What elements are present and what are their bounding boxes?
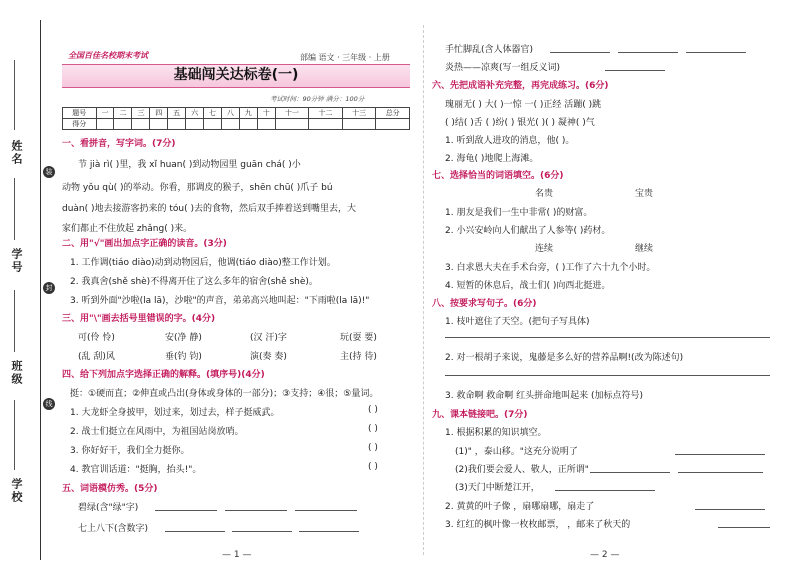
answer-line[interactable] (550, 52, 610, 53)
student-id-fill-line (14, 178, 15, 240)
answer-line[interactable] (445, 375, 770, 376)
s4-question-2: 2. 战士们挺立在风雨中，为祖国站岗放哨。 (70, 427, 244, 437)
page-number-2: — 2 — (590, 550, 620, 560)
score-cell[interactable] (96, 119, 114, 130)
binding-strip (0, 0, 52, 576)
answer-line[interactable] (605, 70, 665, 71)
binding-hole-2: 封 (43, 282, 55, 294)
page-divider (423, 25, 424, 555)
page-title: 基础闯关达标卷(一) (173, 67, 299, 83)
answer-line[interactable] (295, 510, 357, 511)
s9-line-3: (2)我们要会爱人、敬人，正所谓" (455, 465, 589, 475)
page-number-1: — 1 — (222, 550, 252, 560)
s4-question-1: 1. 大龙虾全身披甲，划过来，划过去，样子挺威武。 (70, 408, 280, 418)
s1-line-2: 动物 yǒu qù( )的举动。你看，那调皮的猴子，shēn chū( )爪子 bú (62, 183, 333, 193)
answer-line[interactable] (678, 472, 763, 473)
score-cell[interactable] (168, 119, 186, 130)
section-8-title: 八、按要求写句子。(6分) (432, 299, 537, 309)
score-header-cell: 五 (168, 108, 186, 119)
score-header-cell: 题号 (63, 108, 97, 119)
s3-item: 安(净 静) (165, 333, 202, 343)
s8-line-3: 3. 救命啊 救命啊 红头拼命地叫起来 (加标点符号) (445, 391, 644, 401)
answer-line[interactable] (225, 510, 287, 511)
answer-line[interactable] (445, 337, 770, 338)
score-header-cell: 八 (221, 108, 239, 119)
score-cell[interactable] (342, 119, 376, 130)
answer-paren[interactable]: ( ) (368, 405, 378, 415)
section-5-title: 五、词语模仿秀。(5分) (62, 484, 158, 494)
s9-line-5: 2. 黄黄的叶子像 ，扇哪扇哪，扇走了 (445, 502, 595, 512)
section-9-title: 九、课本链接吧。(7分) (432, 410, 528, 420)
school-label: 学校 (10, 478, 23, 504)
section-1-title: 一、看拼音，写字词。(7分) (62, 139, 176, 149)
school-fill-line (14, 400, 15, 470)
r-line-1: 手忙脚乱(含人体器官) (445, 45, 534, 55)
section-2-title: 二、用"√"画出加点字正确的读音。(3分) (62, 239, 227, 249)
answer-line[interactable] (555, 490, 655, 491)
s9-line-6: 3. 红红的枫叶像一枚枚邮票， ，邮来了秋天的 (445, 520, 631, 530)
s5-line-2: 七上八下(含数字) (78, 524, 149, 534)
s6-line-1: 瑰丽无( ) 大( )一惊 一( )正经 活蹦( )跳 (445, 100, 602, 110)
s3-item: 主(持 待) (340, 352, 377, 362)
s4-question-3: 3. 你好好干，我们全力挺你。 (70, 446, 190, 456)
section-7-title: 七、选择恰当的词语填空。(6分) (432, 171, 564, 181)
s9-line-4: (3)天门中断楚江开， (455, 483, 540, 493)
answer-paren[interactable]: ( ) (368, 424, 378, 434)
score-header-cell: 总分 (376, 108, 410, 119)
score-cell[interactable] (132, 119, 150, 130)
s7-line-3: 3. 白求恩大夫在手术台旁，( )工作了六十九个小时。 (445, 263, 656, 273)
score-cell[interactable] (221, 119, 239, 130)
answer-line[interactable] (618, 52, 678, 53)
score-header-cell: 三 (132, 108, 150, 119)
s3-item: 可(伶 怜) (78, 333, 115, 343)
s7-word-3: 连续 (535, 244, 554, 254)
answer-line[interactable] (675, 454, 765, 455)
s7-word-4: 继续 (635, 244, 654, 254)
score-header-row (63, 108, 410, 119)
s3-item: (乱 刮)风 (78, 352, 115, 362)
exam-info: 考试时间：90分钟 满分：100分 (270, 95, 365, 103)
score-header-cell: 七 (204, 108, 222, 119)
s3-item: 玩(耍 要) (340, 333, 377, 343)
s4-question-4: 4. 教官训话道："挺胸，抬头!"。 (70, 465, 202, 475)
answer-line[interactable] (232, 531, 292, 532)
s9-line-2: (1)" ，泰山移。"这充分说明了 (455, 447, 578, 457)
score-header-cell: 十三 (342, 108, 376, 119)
score-header-cell: 十二 (309, 108, 343, 119)
score-cell[interactable] (186, 119, 204, 130)
class-label: 班级 (10, 360, 23, 386)
r-line-2: 炎热——凉爽(写一组反义词) (445, 63, 561, 73)
score-cell[interactable] (275, 119, 309, 130)
section-4-title: 四、给下列加点字选择正确的解释。(填序号)(4分) (62, 370, 265, 380)
answer-paren[interactable]: ( ) (368, 443, 378, 453)
answer-line[interactable] (718, 527, 770, 528)
s2-line-3: 3. 听到外面"沙啦(la lā)，沙啦"的声音，弟弟高兴地叫起："下雨啦(la lā)!" (70, 296, 370, 306)
answer-line[interactable] (165, 531, 225, 532)
s7-line-1: 1. 朋友是我们一生中非常( )的财富。 (445, 208, 593, 218)
score-cell[interactable] (376, 119, 410, 130)
s2-line-1: 1. 工作调(tiáo diào)动到动物园后，他调(tiáo diào)整工作计划。 (70, 258, 336, 268)
s8-line-1: 1. 枝叶遮住了天空。(把句子写具体) (445, 317, 590, 327)
s8-line-2: 2. 对一根胡子来说，鬼藤是多么好的营养品啊!(改为陈述句) (445, 353, 684, 363)
score-table (62, 107, 410, 130)
score-value-row (63, 119, 410, 130)
s3-item: 演(奏 奏) (250, 352, 287, 362)
s7-line-4: 4. 短暂的休息后，战士们( )向西北挺进。 (445, 281, 611, 291)
section-3-title: 三、用"\"画去括号里错误的字。(4分) (62, 314, 216, 324)
answer-line[interactable] (155, 510, 217, 511)
s6-line-3: 1. 听到敌人进攻的消息，他( )。 (445, 136, 575, 146)
score-header-cell: 二 (114, 108, 132, 119)
score-cell[interactable] (150, 119, 168, 130)
binding-line (40, 20, 41, 560)
name-label: 姓名 (10, 140, 23, 166)
answer-line[interactable] (695, 509, 765, 510)
score-cell[interactable] (114, 119, 132, 130)
s4-definitions: 挺：①硬而直；②伸直或凸出(身体或身体的一部分)；③支持；④很；⑤量词。 (70, 389, 379, 399)
score-cell[interactable] (239, 119, 257, 130)
s3-item: 垂(钓 钧) (165, 352, 202, 362)
binding-hole-1: 装 (43, 166, 55, 178)
score-header-cell: 十 (257, 108, 275, 119)
score-header-cell: 四 (150, 108, 168, 119)
s1-line-3: duàn( )地去接游客扔来的 tóu( )去的食物，然后双手捧着送到嘴里去，大 (62, 204, 357, 214)
score-header-cell: 六 (186, 108, 204, 119)
score-header-cell: 一 (96, 108, 114, 119)
answer-line[interactable] (299, 531, 359, 532)
s2-line-2: 2. 我真舍(shě shè)不得离开住了这么多年的宿舍(shě shè)。 (70, 277, 318, 287)
s7-word-2: 宝贵 (635, 189, 654, 199)
answer-line[interactable] (590, 472, 670, 473)
score-cell[interactable] (257, 119, 275, 130)
s5-line-1: 碧绿(含"绿"字) (78, 503, 139, 513)
s1-line-1: 节 jià rì( )里，我 xǐ huan( )到动物园里 guān chá( )小 (78, 160, 301, 170)
score-cell[interactable] (309, 119, 343, 130)
s7-line-2: 2. 小兴安岭向人们献出了人参等( )药材。 (445, 226, 611, 236)
answer-line[interactable] (686, 52, 746, 53)
section-6-title: 六、先把成语补充完整，再完成练习。(6分) (432, 81, 609, 91)
score-cell[interactable] (204, 119, 222, 130)
class-fill-line (14, 290, 15, 352)
s3-item: (汉 汗)字 (250, 333, 287, 343)
answer-paren[interactable]: ( ) (368, 462, 378, 472)
student-id-label: 学号 (10, 248, 23, 274)
slogan: 全国百佳名校期末考试 (68, 51, 148, 60)
s6-line-4: 2. 海龟( )地爬上海滩。 (445, 154, 539, 164)
name-fill-line (14, 60, 15, 130)
score-header-cell: 十一 (275, 108, 309, 119)
s1-line-4: 家们都止不住放起 zhǎng( )来。 (62, 224, 193, 234)
score-row-label: 得分 (63, 119, 97, 130)
s9-line-1: 1. 根据积累的知识填空。 (445, 428, 547, 438)
s7-word-1: 名贵 (535, 189, 554, 199)
s6-line-2: ( )结( )舌 ( )纷( ) 银光( )( ) 凝神( )气 (445, 118, 595, 128)
binding-hole-3: 线 (43, 398, 55, 410)
edition-label: 部编 语文 · 三年级 · 上册 (300, 53, 390, 62)
score-header-cell: 九 (239, 108, 257, 119)
